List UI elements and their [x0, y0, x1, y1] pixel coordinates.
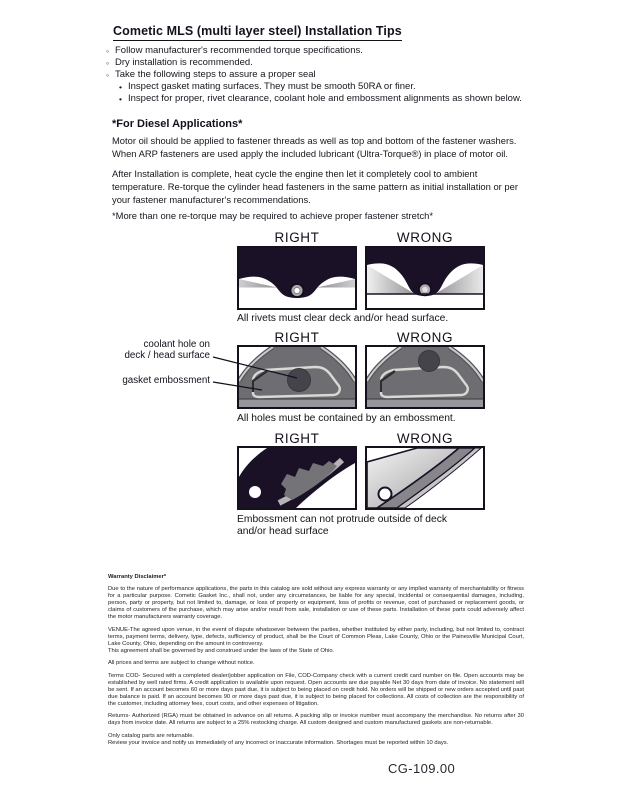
coolant-hole: [288, 369, 311, 392]
disclaimer-paragraph: Returns- Authorized (RGA) must be obtained in advance on all returns. A packing slip or invoice number must accompany the merchandise. No returns after 30 days from invoice date. All returns are subject to a 25% restocking charge. All custom designed and custom manufactured gaskets are non-returnable.: [108, 713, 524, 726]
row3-right-label: RIGHT: [274, 431, 320, 446]
protrusion-right-diagram: [237, 446, 357, 510]
disclaimer-paragraph: All prices and terms are subject to change without notice.: [108, 660, 255, 666]
diesel-heading: *For Diesel Applications*: [112, 118, 243, 130]
rivet-right-diagram: [237, 246, 357, 310]
disclaimer-paragraph: This agreement shall be governed by and construed under the laws of the State of Ohio.: [108, 647, 335, 654]
list-item: [106, 57, 536, 69]
row2-caption: All holes must be contained by an embossment.: [237, 413, 456, 424]
diesel-para-3: *More than one re-torque may be required to achieve proper fastener stretch*: [112, 210, 434, 221]
disclaimer-paragraph: Terms COD- Secured with a completed dealer/jobber application on File, COD-Company check with a current credit card number on file. Open accounts may be established by well rated firms. A credit application is available upon request. Open accounts are due payable Net 30 days from date of invoice. No statement will be sent. If an account becomes 60 or more days past due, it is subject to being placed on credit hold. No orders will be shipped or new orders accepted until past due balance is paid. If an account becomes 90 or more days past due, it is subject to being placed for collections. All costs of collection are the responsibility of the customer, including attorney fees, court costs, and other expenses of litigation.: [108, 672, 524, 707]
embossment-right-diagram: [237, 345, 357, 409]
row1-right-label: RIGHT: [274, 230, 320, 245]
disclaimer-paragraph: Due to the nature of performance applications, the parts in this catalog are sold without any express warranty or any implied warranty of merchantability or fitness for a particular purpose. Cometic Gasket Inc., shall not, under any circumstances, be liable for any special, incidental or consequential damages, including, person, party or property, but not limited to, damage, or loss of property or equipment, loss of profits or revenue, cost of purchased or replacement goods, or claims of customers of the purchase, which may arise and/or result from sale, installation or use of these parts. Installation of these parts could adversely affect the motor manufacturers warranty coverage.: [108, 586, 524, 620]
page-title-wrap: [113, 22, 402, 41]
list-item: [119, 93, 536, 105]
tips-bullet-list: [106, 45, 536, 105]
bullet-text: Take the following steps to assure a proper seal: [115, 69, 316, 81]
disclaimer-paragraph: Only catalog parts are returnable.: [108, 732, 195, 739]
bolt-hole: [379, 488, 392, 501]
row2-wrong-label: WRONG: [396, 330, 454, 345]
row2-right-label: RIGHT: [274, 330, 320, 345]
warranty-disclaimer: [108, 574, 524, 752]
bullet-icon: •: [119, 82, 122, 93]
deck-edge-band: [239, 399, 355, 407]
bullet-text: Dry installation is recommended.: [115, 57, 253, 69]
list-item: [106, 45, 536, 57]
gasket-embossment-callout: gasket embossment: [122, 375, 210, 386]
bolt-hole: [249, 486, 261, 498]
protrusion-right-drawing: [239, 448, 355, 508]
row3-caption: Embossment can not protrude outside of deck and/or head surface: [237, 514, 448, 537]
embossment-right-drawing: [239, 347, 355, 407]
row1-caption: All rivets must clear deck and/or head surface.: [237, 313, 449, 324]
diesel-para-2: After Installation is complete, heat cycle the engine then let it completely cool to ambient temperature. Re-torque the cylinder head fasteners in the same pattern as initial installation or per your fastener manufacturer's recommendations.: [112, 168, 518, 206]
rivet-wrong-diagram: [365, 246, 485, 310]
bullet-text: Inspect for proper, rivet clearance, coolant hole and embossment alignments as shown below.: [128, 93, 522, 105]
row3-wrong-label: WRONG: [396, 431, 454, 446]
coolant-hole-callout: coolant hole on deck / head surface: [124, 339, 210, 362]
bullet-icon: •: [119, 94, 122, 105]
rivet-right-drawing: [239, 248, 355, 308]
coolant-hole: [419, 351, 440, 372]
list-item: [119, 81, 536, 93]
list-item: [106, 69, 536, 81]
diesel-para-1: Motor oil should be applied to fastener threads as well as top and bottom of the fastener washers. When ARP fasteners are used apply the included lubricant (Ultra-Torque®) in place of motor oil.: [112, 135, 517, 160]
bullet-text: Follow manufacturer's recommended torque specifications.: [115, 45, 363, 56]
protrusion-wrong-drawing: [367, 448, 483, 508]
row1-wrong-label: WRONG: [396, 230, 454, 245]
page-number: CG-109.00: [388, 761, 456, 776]
deck-edge-band: [367, 399, 483, 407]
page-title: Cometic MLS (multi layer steel) Installation Tips: [113, 24, 402, 41]
disclaimer-heading: Warranty Disclaimer*: [108, 574, 167, 580]
protrusion-wrong-diagram: [365, 446, 485, 510]
embossment-wrong-diagram: [365, 345, 485, 409]
bullet-icon: ◦: [106, 58, 110, 69]
bullet-icon: ◦: [106, 46, 110, 56]
rivet-wrong-drawing: [367, 248, 483, 308]
bullet-text: Inspect gasket mating surfaces. They must be smooth 50RA or finer.: [128, 81, 416, 93]
disclaimer-paragraph: Review your invoice and notify us immediately of any incorrect or inaccurate information. Shortages must be reported within 10 days.: [108, 739, 449, 746]
disclaimer-paragraph: VENUE-The agreed upon venue, in the event of dispute whatsoever between the parties, whether instituted by either party, including, but not limited to, contract terms, payment terms, delivery, type, defects, sufficiency of product, shall be the Court of Common Pleas, Lake County, Ohio or the Painesville Municipal Court, Lake County, Ohio, depending on the amount in controversy.: [108, 626, 524, 647]
embossment-wrong-drawing: [367, 347, 483, 407]
bullet-icon: ◦: [106, 70, 110, 81]
